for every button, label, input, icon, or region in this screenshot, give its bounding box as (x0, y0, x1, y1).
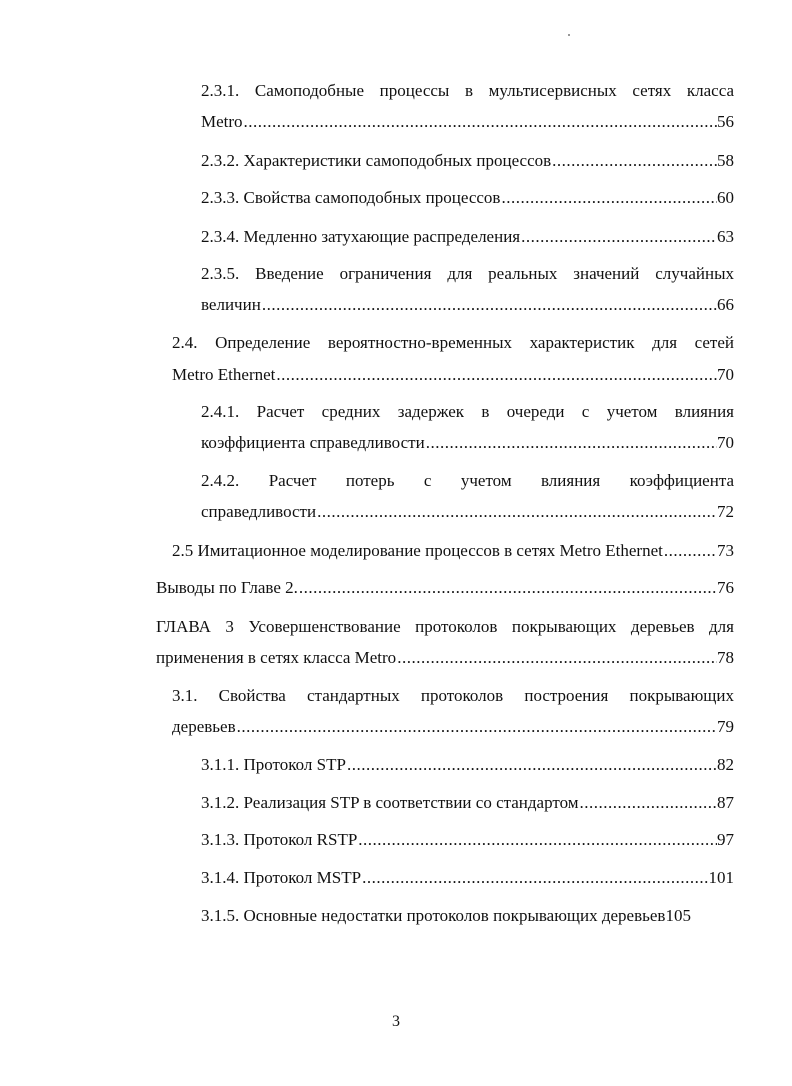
toc-entry-2-4-1-line2: коэффициента справедливости ..... 70 (201, 432, 734, 454)
toc-entry-3-1-line1: 3.1. Свойства стандартных протоколов построения покрывающих (172, 686, 734, 705)
page-ref: 78 (717, 648, 734, 667)
dot-leader (236, 716, 717, 738)
dot-leader (261, 294, 717, 316)
toc-entry-2-3-5-line2: величин ..... 66 (201, 294, 734, 316)
toc-entry-2-4-2-line2: справедливости ..... 72 (201, 501, 734, 523)
dot-leader (243, 111, 717, 133)
page-ref: 97 (717, 830, 734, 849)
toc-entry-3-1-4: 3.1.4. Протокол MSTP ..... 101 (201, 867, 734, 889)
dot-leader (275, 364, 717, 386)
page-ref: 63 (717, 227, 734, 246)
toc-entry-2-3-1-line2: Metro ..... 56 (201, 111, 734, 133)
toc-entry-3-1-1: 3.1.1. Протокол STP ..... 82 (201, 754, 734, 776)
toc-entry-chapter-3-line1: ГЛАВА 3 Усовершенствование протоколов покрывающих деревьев для (156, 617, 734, 636)
dot-leader (579, 792, 717, 814)
dot-leader (298, 577, 717, 599)
toc-entry-2-3-3: 2.3.3. Свойства самоподобных процессов ..... 60 (201, 187, 734, 209)
page-ref: 101 (708, 868, 734, 887)
dot-leader (316, 501, 717, 523)
page-ref: 87 (717, 793, 734, 812)
scan-speck (568, 34, 570, 36)
page-ref: 105 (665, 906, 691, 925)
dot-leader (663, 540, 717, 562)
dot-leader (346, 754, 717, 776)
toc-entry-2-4-1-line1: 2.4.1. Расчет средних задержек в очереди с учетом влияния (201, 402, 734, 421)
page-ref: 72 (717, 502, 734, 521)
dot-leader (551, 150, 717, 172)
dot-leader (357, 829, 717, 851)
dot-leader (361, 867, 708, 889)
toc-entry-2-3-2: 2.3.2. Характеристики самоподобных процессов ..... 58 (201, 150, 734, 172)
toc-entry-2-4-line1: 2.4. Определение вероятностно-временных характеристик для сетей (172, 333, 734, 352)
toc-entry-3-1-3: 3.1.3. Протокол RSTP ..... 97 (201, 829, 734, 851)
toc-entry-2-4-line2: Metro Ethernet ..... 70 (172, 364, 734, 386)
toc-entry-2-3-4: 2.3.4. Медленно затухающие распределения ..... 63 (201, 226, 734, 248)
toc-entry-3-1-2: 3.1.2. Реализация STP в соответствии со стандартом ..... 87 (201, 792, 734, 814)
dot-leader (520, 226, 717, 248)
page-ref: 58 (717, 151, 734, 170)
page-ref: 82 (717, 755, 734, 774)
page-ref: 70 (717, 433, 734, 452)
page-number: 3 (392, 1013, 400, 1030)
page-ref: 70 (717, 365, 734, 384)
toc-entry-chapter-3-line2: применения в сетях класса Metro ..... 78 (156, 647, 734, 669)
page-ref: 76 (717, 578, 734, 597)
page-ref: 79 (717, 717, 734, 736)
toc-entry-2-3-5-line1: 2.3.5. Введение ограничения для реальных значений случайных (201, 264, 734, 283)
toc-entry-2-5: 2.5 Имитационное моделирование процессов в сетях Metro Ethernet ..... 73 (172, 540, 734, 562)
page-ref: 66 (717, 295, 734, 314)
toc-entry-2-4-2-line1: 2.4.2. Расчет потерь с учетом влияния коэффициента (201, 471, 734, 490)
page-ref: 60 (717, 188, 734, 207)
page-ref: 73 (717, 541, 734, 560)
toc-entry-3-1-line2: деревьев ..... 79 (172, 716, 734, 738)
toc-entry-conclusions-ch2: Выводы по Главе 2. ..... 76 (156, 577, 734, 599)
toc-entry-3-1-5: 3.1.5. Основные недостатки протоколов покрывающих деревьев 105 (201, 906, 691, 925)
dot-leader (500, 187, 717, 209)
page-ref: 56 (717, 112, 734, 131)
dot-leader (396, 647, 717, 669)
dot-leader (425, 432, 717, 454)
toc-entry-2-3-1-line1: 2.3.1. Самоподобные процессы в мультисервисных сетях класса (201, 81, 734, 100)
